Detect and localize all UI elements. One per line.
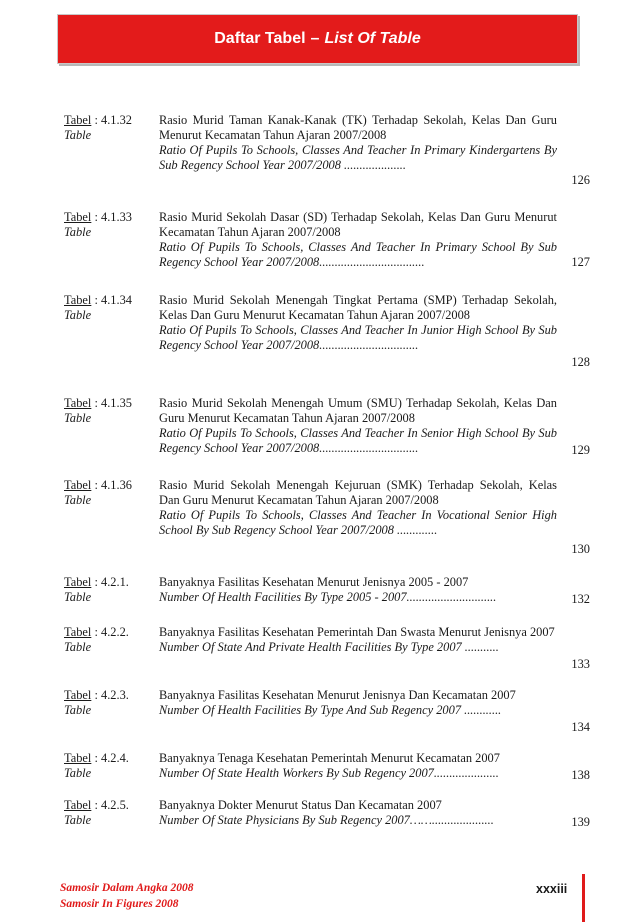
footer-accent-bar (582, 874, 585, 922)
entry-title (159, 625, 557, 655)
label-table: Table (64, 813, 92, 827)
entry-title (159, 688, 557, 718)
footer-publication (60, 880, 193, 912)
entry-title (159, 396, 557, 456)
footer-publication-en: Samosir In Figures 2008 (60, 898, 179, 910)
page-number: 130 (571, 542, 590, 556)
label-tabel: Tabel (64, 396, 92, 410)
label-tabel: Tabel (64, 478, 92, 492)
title-indonesian: Banyaknya Fasilitas Kesehatan Pemerintah Dan Swasta Menurut Jenisnya 2007 (159, 625, 555, 639)
label-tabel: Tabel (64, 625, 92, 639)
label-table: Table (64, 308, 92, 322)
title-indonesian: Banyaknya Tenaga Kesehatan Pemerintah Menurut Kecamatan 2007 (159, 751, 500, 765)
entry-label (64, 798, 156, 828)
entry-label (64, 293, 156, 323)
table-number: : 4.1.32 (94, 113, 132, 127)
label-table: Table (64, 493, 92, 507)
title-indonesian: Banyaknya Dokter Menurut Status Dan Kecamatan 2007 (159, 798, 442, 812)
entry-label (64, 478, 156, 508)
table-number: : 4.1.36 (94, 478, 132, 492)
entry-title (159, 575, 557, 605)
label-tabel: Tabel (64, 293, 92, 307)
title-english: Number Of Health Facilities By Type And Sub Regency 2007 ............ (159, 703, 502, 717)
label-table: Table (64, 703, 92, 717)
title-english: Ratio Of Pupils To Schools, Classes And Teacher In Junior High School By Sub Regency School Year 2007/2008................................ (159, 323, 557, 352)
label-tabel: Tabel (64, 798, 92, 812)
table-number: : 4.2.4. (94, 751, 129, 765)
entry-label (64, 625, 156, 655)
entry-title (159, 210, 557, 270)
banner-title (214, 30, 421, 48)
footer-page-number: xxxiii (536, 882, 568, 896)
title-indonesian: Rasio Murid Sekolah Menengah Tingkat Pertama (SMP) Terhadap Sekolah, Kelas Dan Guru Menurut Kecamatan Tahun Ajaran 2007/2008 (159, 293, 557, 322)
entry-label (64, 113, 156, 143)
label-tabel: Tabel (64, 113, 92, 127)
title-indonesian: Rasio Murid Sekolah Dasar (SD) Terhadap Sekolah, Kelas Dan Guru Menurut Kecamatan Tahun Ajaran 2007/2008 (159, 210, 557, 239)
title-english: Ratio Of Pupils To Schools, Classes And Teacher In Vocational Senior High School By Sub Regency School Year 2007/2008 ............. (159, 508, 557, 537)
title-english: Ratio Of Pupils To Schools, Classes And Teacher In Primary School By Sub Regency School Year 2007/2008.................................. (159, 240, 557, 269)
label-tabel: Tabel (64, 688, 92, 702)
entry-label (64, 396, 156, 426)
title-english: Ratio Of Pupils To Schools, Classes And Teacher In Senior High School By Sub Regency School Year 2007/2008................................ (159, 426, 557, 455)
title-english: Ratio Of Pupils To Schools, Classes And Teacher In Primary Kindergartens By Sub Regency School Year 2007/2008 .................... (159, 143, 557, 172)
banner-separator: – (310, 30, 320, 47)
title-english: Number Of State Physicians By Sub Regency 2007…….................... (159, 813, 494, 827)
label-table: Table (64, 640, 92, 654)
banner-title-id: Daftar Tabel (214, 30, 306, 47)
title-indonesian: Rasio Murid Taman Kanak-Kanak (TK) Terhadap Sekolah, Kelas Dan Guru Menurut Kecamatan Tahun Ajaran 2007/2008 (159, 113, 557, 142)
page-number: 138 (571, 768, 590, 782)
page-number: 139 (571, 815, 590, 829)
title-indonesian: Rasio Murid Sekolah Menengah Kejuruan (SMK) Terhadap Sekolah, Kelas Dan Guru Menurut Kecamatan Tahun Ajaran 2007/2008 (159, 478, 557, 507)
table-number: : 4.2.3. (94, 688, 129, 702)
page-number: 133 (571, 657, 590, 671)
footer-publication-id: Samosir Dalam Angka 2008 (60, 882, 194, 894)
title-english: Number Of State Health Workers By Sub Regency 2007..................... (159, 766, 499, 780)
page-number: 129 (571, 443, 590, 457)
label-tabel: Tabel (64, 575, 92, 589)
entry-label (64, 575, 156, 605)
label-table: Table (64, 128, 92, 142)
table-number: : 4.1.34 (94, 293, 132, 307)
title-indonesian: Banyaknya Fasilitas Kesehatan Menurut Jenisnya 2005 - 2007 (159, 575, 469, 589)
page-number: 126 (571, 173, 590, 187)
page-number: 128 (571, 355, 590, 369)
table-number: : 4.2.2. (94, 625, 129, 639)
title-english: Number Of Health Facilities By Type 2005 - 2007............................. (159, 590, 497, 604)
entry-title (159, 751, 557, 781)
label-tabel: Tabel (64, 751, 92, 765)
title-english: Number Of State And Private Health Facilities By Type 2007 ........... (159, 640, 499, 654)
title-indonesian: Banyaknya Fasilitas Kesehatan Menurut Jenisnya Dan Kecamatan 2007 (159, 688, 516, 702)
table-number: : 4.1.35 (94, 396, 132, 410)
list-of-tables-banner (57, 14, 578, 64)
page-number: 134 (571, 720, 590, 734)
entry-label (64, 751, 156, 781)
entry-title (159, 293, 557, 353)
entry-title (159, 478, 557, 538)
label-tabel: Tabel (64, 210, 92, 224)
entry-label (64, 210, 156, 240)
label-table: Table (64, 411, 92, 425)
entry-title (159, 798, 557, 828)
label-table: Table (64, 590, 92, 604)
table-number: : 4.1.33 (94, 210, 132, 224)
label-table: Table (64, 225, 92, 239)
page-number: 127 (571, 255, 590, 269)
banner-title-en: List Of Table (324, 30, 421, 47)
table-number: : 4.2.5. (94, 798, 129, 812)
title-indonesian: Rasio Murid Sekolah Menengah Umum (SMU) Terhadap Sekolah, Kelas Dan Guru Menurut Kecamatan Tahun Ajaran 2007/2008 (159, 396, 557, 425)
entry-label (64, 688, 156, 718)
page-number: 132 (571, 592, 590, 606)
label-table: Table (64, 766, 92, 780)
entry-title (159, 113, 557, 173)
table-number: : 4.2.1. (94, 575, 129, 589)
